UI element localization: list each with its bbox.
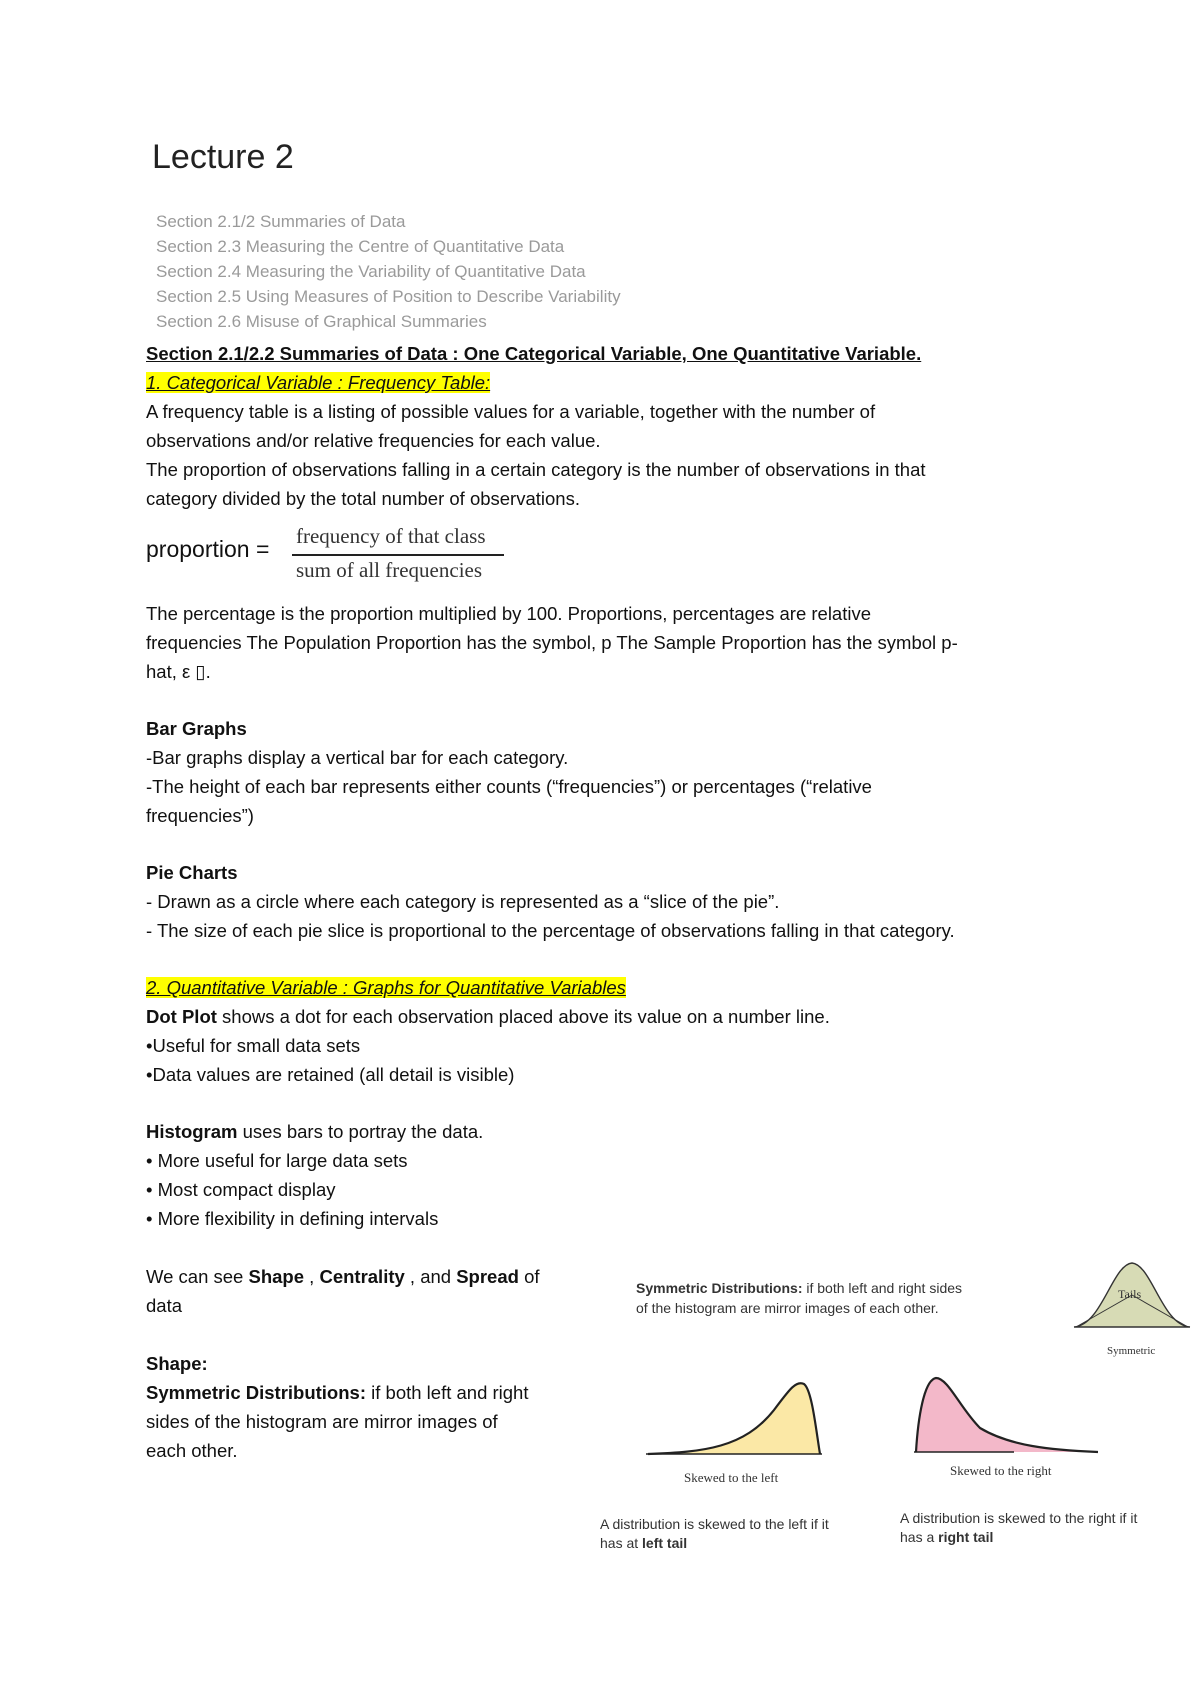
left-note-text: has at [600,1535,643,1551]
toc-item: Section 2.3 Measuring the Centre of Quantitative Data [156,237,565,256]
paragraph-line: category divided by the total number of observations. [146,488,580,509]
toc-item: Section 2.6 Misuse of Graphical Summaries [156,312,487,331]
symmetric-line [146,1382,529,1404]
paragraph-line: observations and/or relative frequencies for each value. [146,430,601,451]
paragraph-line: hat, ε ▯. [146,661,211,682]
right-tail-term: right tail [938,1529,994,1545]
tails-label: Tails [1118,1287,1142,1301]
see-text: , and [404,1266,457,1287]
bar-graphs-heading: Bar Graphs [146,718,247,739]
paragraph-line: The proportion of observations falling in a certain category is the number of observations in that [146,459,926,480]
paragraph-line: - The size of each pie slice is proportional to the percentage of observations falling in that category. [146,920,955,941]
symmetric-text: if both left and right [366,1382,529,1403]
proportion-formula [146,520,526,582]
left-skew-figure [644,1370,824,1460]
figure-symmetric-caption-2: of the histogram are mirror images of each other. [636,1300,939,1316]
figure-symmetric-caption [636,1280,962,1296]
quantitative-heading-text: 2. Quantitative Variable : Graphs for Quantitative Variables [146,977,626,998]
centrality-term: Centrality [319,1266,405,1287]
see-line [146,1266,540,1288]
right-skew-figure [900,1368,1100,1458]
see-text: of [518,1266,540,1287]
see-line-2: data [146,1295,183,1316]
right-note-text: has a [900,1529,939,1545]
bullet-item: •Data values are retained (all detail is visible) [146,1064,515,1085]
histogram-term: Histogram [146,1121,238,1142]
left-skew-note-2 [600,1535,687,1551]
pie-charts-heading: Pie Charts [146,862,238,883]
formula-numerator: frequency of that class [296,524,486,548]
page-title: Lecture 2 [152,138,294,176]
paragraph-line: frequencies”) [146,805,254,826]
toc-item: Section 2.1/2 Summaries of Data [156,212,406,231]
shape-heading: Shape: [146,1353,208,1374]
bullet-item: • More flexibility in defining intervals [146,1208,439,1229]
paragraph-line: -Bar graphs display a vertical bar for each category. [146,747,569,768]
histogram-line [146,1121,483,1143]
paragraph-line: -The height of each bar represents either counts (“frequencies”) or percentages (“relative [146,776,872,797]
left-skew-note: A distribution is skewed to the left if it [600,1516,829,1532]
paragraph-line: A frequency table is a listing of possible values for a variable, together with the number of [146,401,876,422]
paragraph-line: - Drawn as a circle where each category is represented as a “slice of the pie”. [146,891,780,912]
see-text: , [304,1266,320,1287]
paragraph-line: frequencies The Population Proportion has the symbol, p The Sample Proportion has the symbol p- [146,632,958,653]
fraction-bar [292,554,504,556]
categorical-heading-text: 1. Categorical Variable : Frequency Table: [146,372,491,393]
left-skew-fill [648,1383,820,1454]
dot-plot-text: shows a dot for each observation placed above its value on a number line. [216,1006,830,1027]
dot-plot-term: Dot Plot [146,1006,217,1027]
formula-denominator: sum of all frequencies [296,558,483,582]
symmetric-label: Symmetric [1107,1345,1156,1357]
quantitative-heading [146,977,626,998]
right-skew-note: A distribution is skewed to the right if it [900,1510,1138,1526]
bullet-item: • More useful for large data sets [146,1150,408,1171]
bullet-item: • Most compact display [146,1179,336,1200]
paragraph-line: sides of the histogram are mirror images of [146,1411,498,1432]
formula-lhs: proportion = [146,536,270,562]
categorical-heading [146,372,490,393]
left-tail-term: left tail [642,1535,688,1551]
shape-term: Shape [248,1266,305,1287]
paragraph-line: each other. [146,1440,238,1461]
toc-item: Section 2.5 Using Measures of Position to Describe Variability [156,287,621,306]
right-skew-note-2 [900,1529,993,1545]
histogram-text: uses bars to portray the data. [237,1121,484,1142]
symmetric-term: Symmetric Distributions: [146,1382,366,1403]
dot-plot-line [146,1006,830,1028]
skewed-right-label: Skewed to the right [950,1463,1052,1478]
figure-symmetric-text: if both left and right sides [802,1280,963,1296]
section-heading: Section 2.1/2.2 Summaries of Data : One Categorical Variable, One Quantitative Variable. [146,343,922,364]
toc-item: Section 2.4 Measuring the Variability of Quantitative Data [156,262,586,281]
see-text: We can see [146,1266,249,1287]
skewed-left-label: Skewed to the left [684,1470,779,1485]
figure-symmetric-term: Symmetric Distributions: [636,1280,803,1296]
spread-term: Spread [456,1266,519,1287]
paragraph-line: The percentage is the proportion multiplied by 100. Proportions, percentages are relative [146,603,872,624]
bullet-item: •Useful for small data sets [146,1035,361,1056]
